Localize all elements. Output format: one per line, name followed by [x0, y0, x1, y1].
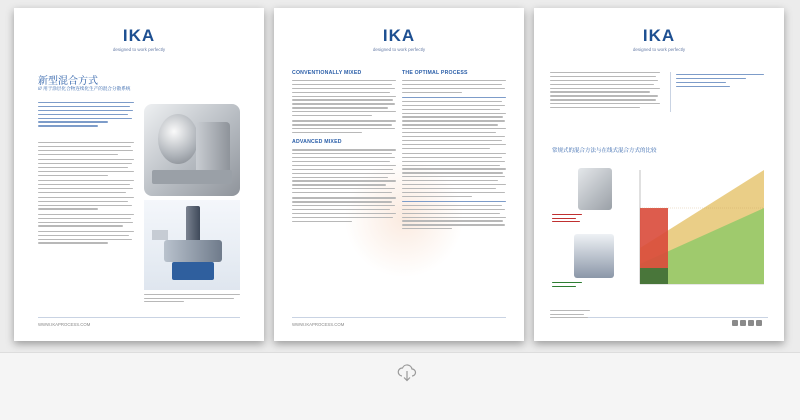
inline-equipment-image — [574, 234, 614, 278]
linkedin-icon — [732, 320, 738, 326]
photo-caption — [144, 294, 240, 305]
heading-optimal-process: THE OPTIMAL PROCESS — [402, 70, 468, 76]
document-page-1 — [14, 8, 264, 341]
twitter-icon — [748, 320, 754, 326]
intro-text-block — [38, 102, 134, 129]
page-title: 新型混合方式 — [38, 76, 98, 87]
page-subtitle: /// 用于涂层化合物连续化生产的混合分散系统 — [38, 86, 131, 91]
footer-rule — [292, 317, 506, 318]
right-column — [402, 66, 506, 232]
youtube-icon — [756, 320, 762, 326]
left-column — [292, 66, 396, 225]
heading-conventionally-mixed: CONVENTIONALLY MIXED — [292, 70, 362, 76]
legend-inline — [552, 282, 582, 289]
ika-logo: IKA designed to work perfectly — [112, 26, 166, 52]
body-text-block — [38, 142, 134, 246]
social-icons — [732, 320, 762, 326]
document-page-3 — [534, 8, 784, 341]
conventional-equipment-image — [578, 168, 612, 210]
intro-text-block — [550, 72, 660, 111]
mixing-machine-photo — [144, 104, 240, 196]
green-bar-bottom — [640, 268, 668, 284]
ika-logo: IKA designed to work perfectly — [632, 26, 686, 52]
company-address — [550, 310, 590, 321]
heading-advanced-mixed: ADVANCED MIXED — [292, 139, 342, 146]
comparison-chart — [638, 168, 766, 286]
ika-logo: IKA designed to work perfectly — [372, 26, 426, 52]
facebook-icon — [740, 320, 746, 326]
divider — [670, 72, 671, 112]
chart-title: 常规式的混合方法与在线式混合方式的比较 — [552, 148, 657, 154]
download-icon[interactable] — [396, 362, 418, 384]
footer-rule — [38, 317, 240, 318]
footer-url: WWW.IKAPROCESS.COM — [38, 322, 91, 327]
footer-url: WWW.IKAPROCESS.COM — [292, 322, 345, 327]
legend-conventional — [552, 214, 582, 225]
contact-block — [676, 74, 764, 90]
inline-disperser-photo — [144, 200, 240, 290]
document-page-2 — [274, 8, 524, 341]
